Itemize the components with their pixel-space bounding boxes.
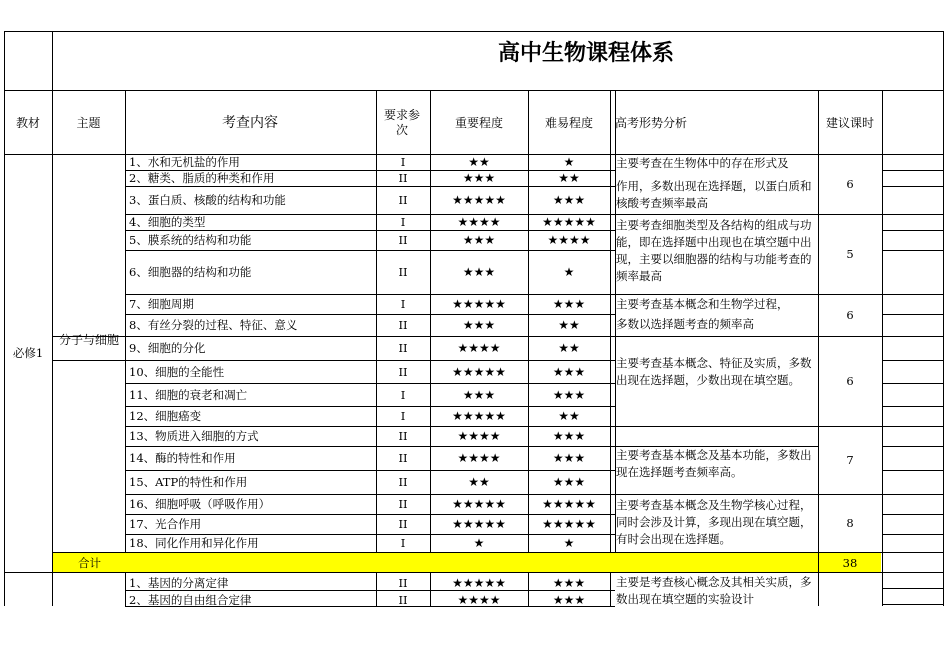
row-difficulty: ★★★: [552, 593, 586, 607]
row-level: I: [400, 409, 406, 423]
row-difficulty: ★★★: [552, 297, 586, 311]
grid-line: [615, 336, 818, 337]
row-difficulty: ★★★★★: [542, 517, 596, 531]
grid-line: [882, 186, 943, 187]
row-content: 7、细胞周期: [129, 297, 194, 311]
row-level: II: [398, 475, 408, 489]
analysis-4: 主要考查基本概念、特征及实质，多数出现在选择题，少数出现在填空题。: [616, 356, 812, 387]
grid-line: [615, 214, 818, 215]
row-importance: ★★★★★: [452, 409, 506, 423]
grid-line: [52, 552, 943, 553]
row-content: 2、基因的自由组合定律: [129, 593, 252, 607]
row-level: II: [398, 265, 408, 279]
row-importance: ★★★: [462, 233, 496, 247]
row-level: II: [398, 497, 408, 511]
grid-line: [125, 383, 615, 384]
grid-line: [882, 90, 883, 606]
grid-line: [818, 214, 882, 215]
grid-line: [125, 446, 615, 447]
header-hours: 建议课时: [825, 115, 874, 130]
grid-line: [125, 170, 615, 171]
grid-line: [125, 214, 615, 215]
row-importance: ★★★★★: [452, 297, 506, 311]
grid-line: [882, 572, 943, 573]
row-level: I: [400, 536, 406, 550]
grid-line: [882, 383, 943, 384]
analysis-1-line1: 主要考查在生物体中的存在形式及: [616, 156, 789, 170]
row-level: II: [398, 233, 408, 247]
row-difficulty: ★★: [558, 171, 580, 185]
analysis-1-line2: 作用，多数出现在选择题，以蛋白质和核酸考查频率最高: [616, 179, 812, 210]
header-textbook: 教材: [15, 115, 40, 130]
row-content: 12、细胞癌变: [129, 409, 202, 423]
row-level: II: [398, 593, 408, 607]
row-level: II: [398, 517, 408, 531]
total-row: [53, 553, 881, 572]
grid-line: [882, 534, 943, 535]
grid-line: [615, 446, 818, 447]
grid-line: [125, 336, 615, 337]
grid-line: [882, 494, 943, 495]
analysis-section2: 主要是考查核心概念及其相关实质，多数出现在填空题的实验设计: [616, 575, 812, 606]
row-importance: ★★: [468, 155, 490, 169]
row-importance: ★★★★: [457, 593, 501, 607]
analysis-6: 主要考查基本概念及生物学核心过程，同时会涉及计算，多现出现在填空题，有时会出现在选择题。: [616, 498, 812, 546]
textbook-cell: 必修1: [12, 345, 44, 360]
grid-line: [52, 336, 125, 337]
row-importance: ★★★★★: [452, 193, 506, 207]
grid-line: [818, 494, 882, 495]
grid-line: [882, 470, 943, 471]
grid-line: [125, 360, 615, 361]
row-content: 6、细胞器的结构和功能: [129, 265, 252, 279]
grid-line: [882, 426, 943, 427]
hours-3: 6: [846, 308, 854, 322]
row-content: 9、细胞的分化: [129, 341, 206, 355]
grid-line: [125, 534, 615, 535]
hours-6: 8: [846, 516, 854, 530]
grid-line: [125, 230, 615, 231]
grid-line: [125, 494, 615, 495]
grid-line: [125, 314, 615, 315]
total-label: 合计: [78, 556, 101, 570]
row-content: 17、光合作用: [129, 517, 202, 531]
hours-2: 5: [846, 247, 854, 261]
grid-line: [882, 170, 943, 171]
row-difficulty: ★★★★★: [542, 497, 596, 511]
grid-line: [376, 90, 377, 552]
row-difficulty: ★★★: [552, 576, 586, 590]
header-importance: 重要程度: [454, 115, 503, 130]
analysis-5: 主要考查基本概念及基本功能，多数出现在选择题考查频率高。: [616, 448, 812, 479]
row-content: 3、蛋白质、核酸的结构和功能: [129, 193, 286, 207]
grid-line: [882, 514, 943, 515]
row-difficulty: ★★★★★: [542, 215, 596, 229]
grid-line: [376, 572, 377, 606]
grid-line: [4, 572, 943, 573]
grid-line: [818, 294, 882, 295]
row-content: 10、细胞的全能性: [129, 364, 225, 379]
header-analysis: 高考形势分析: [615, 115, 688, 130]
grid-line: [818, 90, 819, 606]
row-content: 14、酶的特性和作用: [129, 451, 236, 465]
grid-line: [528, 90, 529, 552]
row-importance: ★★★★★: [452, 497, 506, 511]
header-topic: 主题: [76, 115, 101, 130]
grid-line: [125, 406, 615, 407]
grid-line: [52, 31, 53, 606]
grid-line: [818, 426, 882, 427]
grid-line: [528, 572, 529, 606]
grid-line: [52, 360, 125, 361]
grid-line: [882, 230, 943, 231]
row-content: 18、同化作用和异化作用: [129, 536, 259, 550]
row-level: II: [398, 171, 408, 185]
row-difficulty: ★★★: [552, 451, 586, 465]
hours-5: 7: [846, 453, 854, 467]
row-difficulty: ★★★: [552, 387, 586, 402]
row-difficulty: ★: [563, 155, 575, 169]
row-importance: ★★★: [462, 171, 496, 185]
grid-line: [882, 214, 943, 215]
grid-line: [882, 588, 943, 589]
grid-line: [615, 494, 818, 495]
grid-line: [615, 426, 818, 427]
row-content: 13、物质进入细胞的方式: [129, 429, 259, 443]
row-importance: ★★★★: [457, 215, 501, 229]
grid-line: [125, 606, 615, 607]
grid-line: [610, 572, 611, 606]
grid-line: [882, 294, 943, 295]
row-content: 15、ATP的特性和作用: [129, 475, 248, 489]
row-difficulty: ★★★★: [547, 233, 591, 247]
grid-line: [125, 590, 615, 591]
grid-line: [882, 250, 943, 251]
row-content: 2、糖类、脂质的种类和作用: [129, 171, 275, 185]
grid-line: [882, 406, 943, 407]
grid-line: [125, 186, 615, 187]
row-level: II: [398, 193, 408, 207]
hours-1: 6: [846, 177, 854, 191]
row-importance: ★★★: [462, 318, 496, 332]
analysis-3-line1: 主要考查基本概念和生物学过程，: [616, 297, 789, 311]
row-difficulty: ★: [563, 536, 575, 550]
grid-line: [4, 90, 943, 91]
row-content: 5、膜系统的结构和功能: [129, 233, 252, 247]
row-importance: ★★★: [462, 387, 496, 402]
row-level: I: [400, 297, 406, 311]
analysis-3-line2: 多数以选择题考查的频率高: [616, 317, 754, 331]
row-level: II: [398, 576, 408, 590]
row-content: 11、细胞的衰老和凋亡: [129, 387, 248, 402]
grid-line: [4, 31, 5, 606]
grid-line: [430, 90, 431, 552]
grid-line: [4, 154, 943, 155]
row-content: 8、有丝分裂的过程、特征、意义: [129, 318, 298, 332]
row-difficulty: ★★★: [552, 429, 586, 443]
grid-line: [125, 426, 615, 427]
row-content: 4、细胞的类型: [129, 215, 206, 229]
header-difficulty: 难易程度: [544, 115, 593, 130]
row-importance: ★★★★★: [452, 517, 506, 531]
grid-line: [882, 552, 943, 553]
row-importance: ★★★★★: [452, 364, 506, 379]
grid-line: [882, 314, 943, 315]
row-difficulty: ★★★: [552, 193, 586, 207]
grid-line: [615, 294, 818, 295]
row-level: II: [398, 451, 408, 465]
row-level: I: [400, 387, 406, 402]
grid-line: [125, 572, 126, 606]
row-difficulty: ★: [563, 265, 575, 279]
grid-line: [430, 572, 431, 606]
row-level: I: [400, 215, 406, 229]
row-content: 1、基因的分离定律: [129, 576, 229, 590]
grid-line: [818, 336, 882, 337]
grid-line: [125, 90, 126, 552]
page-title: 高中生物课程体系: [498, 41, 675, 66]
row-level: II: [398, 364, 408, 379]
grid-line: [882, 446, 943, 447]
grid-line: [125, 470, 615, 471]
row-importance: ★★★★★: [452, 576, 506, 590]
row-importance: ★: [473, 536, 485, 550]
row-difficulty: ★★: [558, 318, 580, 332]
grid-line: [125, 250, 615, 251]
grid-line: [125, 514, 615, 515]
grid-line: [882, 336, 943, 337]
grid-line: [943, 31, 944, 606]
row-difficulty: ★★: [558, 409, 580, 423]
row-importance: ★★★: [462, 265, 496, 279]
row-level: II: [398, 318, 408, 332]
header-times: 要求参次: [383, 108, 420, 137]
total-hours: 38: [842, 556, 858, 570]
row-content: 1、水和无机盐的作用: [129, 155, 240, 169]
hours-4: 6: [846, 374, 854, 388]
row-importance: ★★: [468, 475, 490, 489]
row-level: II: [398, 429, 408, 443]
row-importance: ★★★★: [457, 429, 501, 443]
row-level: II: [398, 341, 408, 355]
row-content: 16、细胞呼吸（呼吸作用）: [129, 497, 271, 511]
grid-line: [610, 90, 611, 552]
row-level: I: [400, 155, 406, 169]
grid-line: [615, 90, 616, 552]
header-content: 考查内容: [222, 114, 278, 131]
row-difficulty: ★★: [558, 341, 580, 355]
grid-line: [4, 31, 943, 32]
row-importance: ★★★★: [457, 451, 501, 465]
grid-line: [882, 604, 943, 605]
row-difficulty: ★★★: [552, 475, 586, 489]
topic-cell: 分子与细胞: [58, 333, 119, 347]
grid-line: [882, 360, 943, 361]
row-difficulty: ★★★: [552, 364, 586, 379]
analysis-2: 主要考查细胞类型及各结构的组成与功能，即在选择题中出现也在填空题中出现，主要以细胞器的结构与功能考查的频率最高: [616, 218, 812, 283]
row-importance: ★★★★: [457, 341, 501, 355]
grid-line: [125, 294, 615, 295]
